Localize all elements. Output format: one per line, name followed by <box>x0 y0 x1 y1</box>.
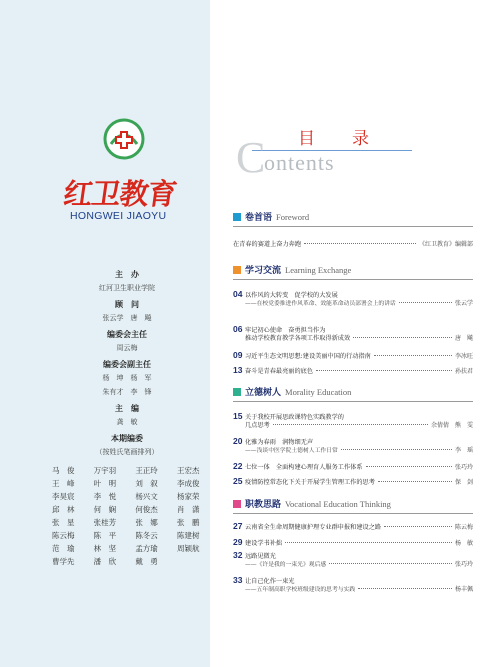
leader-dots <box>378 481 452 482</box>
section-header <box>233 263 473 276</box>
roster-name: 潘 欣 <box>93 557 117 566</box>
contents-title-cn: 目 录 <box>298 129 379 149</box>
entry-author: 杨丰佩 <box>454 586 473 593</box>
roster-name: 李 悦 <box>93 492 117 501</box>
entry-line <box>233 240 473 250</box>
section-marker-icon <box>233 500 241 508</box>
entry-author: 张巧玲 <box>454 561 473 568</box>
toc-entry[interactable] <box>233 461 473 471</box>
entry-author: 唐 飚 <box>454 335 473 342</box>
staff-names: 红河卫生职业学院 <box>99 284 155 292</box>
roster-name: 林 坚 <box>93 544 117 553</box>
editorial-staff <box>72 264 182 458</box>
section-title-cn: 学习交流 <box>245 266 282 276</box>
staff-names: 龚 敏 <box>116 418 138 426</box>
brand-subtitle: HONGWEI JIAOYU <box>70 210 167 222</box>
roster-name: 范 瑜 <box>52 544 75 553</box>
entry-title-continued: 推动学校教育教学各项工作取得新成效 <box>245 335 351 342</box>
entry-title: 七位一体 全面构建心理育人服务工作体系 <box>245 464 363 471</box>
toc-entry[interactable] <box>233 550 473 570</box>
section-marker-icon <box>233 388 241 396</box>
entry-line <box>233 365 473 375</box>
entry-author: 张巧玲 <box>454 464 473 471</box>
leader-dots <box>399 302 452 303</box>
page-number: 27 <box>233 521 243 531</box>
roster-name <box>177 555 202 568</box>
roster-name: 刘 叙 <box>135 479 158 488</box>
entry-title-continued-line <box>233 421 473 431</box>
roster-name: 王 峰 <box>52 479 75 488</box>
roster-name: 陈冬云 <box>135 531 158 540</box>
entry-title-continued: 几点思考 <box>245 422 270 429</box>
section-rule <box>233 279 473 280</box>
leader-dots <box>329 563 452 564</box>
toc-entry[interactable] <box>233 350 473 360</box>
roster-name: 戴 勇 <box>135 557 158 566</box>
section-title-cn: 职教思路 <box>245 500 282 510</box>
leader-dots <box>366 466 452 467</box>
toc-entry[interactable] <box>233 324 473 344</box>
roster-name: 李成俊 <box>176 479 200 488</box>
entry-title: 关于我校开展思政课特色实践教学的 <box>245 414 344 421</box>
section-header <box>233 497 473 510</box>
roster-name: 张桂芳 <box>93 518 117 527</box>
entry-title: 化雅为春雨 润物细无声 <box>245 439 314 446</box>
roster-name: 陈 平 <box>93 531 117 540</box>
staff-role: 顾 问 <box>115 300 139 309</box>
roster-name: 陈建树 <box>176 531 200 540</box>
entry-line <box>233 289 473 299</box>
entry-subtitle: ——在校党委推进作风革命、效能革命动员部署会上的讲话 <box>245 301 396 307</box>
section-marker-icon <box>233 213 241 221</box>
leader-dots <box>384 526 452 527</box>
leader-dots <box>316 370 452 371</box>
entry-author: 孙扶君 <box>454 368 473 375</box>
entry-author: 陈云梅 <box>454 524 473 531</box>
roster-row <box>52 490 202 503</box>
entry-author: 余倩倩 熊 雯 <box>430 422 473 429</box>
toc-entry[interactable] <box>233 476 473 486</box>
roster-name: 何俊杰 <box>135 505 158 514</box>
entry-title: 疫情防控常态化下关于开展学生管理工作的思考 <box>245 479 375 486</box>
entry-line <box>233 521 473 531</box>
entry-line <box>233 350 473 360</box>
staff-names: （按姓氏笔画排列） <box>95 448 159 456</box>
toc-section <box>233 210 473 227</box>
toc-section <box>233 497 473 514</box>
entry-line <box>233 537 473 547</box>
entry-line <box>233 575 473 585</box>
staff-role: 编委会主任 <box>107 330 147 339</box>
roster-name: 邱 林 <box>52 505 75 514</box>
entry-subtitle-line <box>233 299 473 309</box>
toc-entry[interactable] <box>233 537 473 547</box>
entry-subtitle-line <box>233 560 473 570</box>
page-number: 25 <box>233 476 243 486</box>
entry-author: 保 剑 <box>454 479 473 486</box>
toc-section <box>233 263 473 280</box>
entry-line <box>233 476 473 486</box>
leader-dots <box>285 542 452 543</box>
page-number: 22 <box>233 461 243 471</box>
page-number: 06 <box>233 324 243 334</box>
entry-title: 让自己化作一束光 <box>245 578 295 585</box>
roster-name: 曹学先 <box>52 557 75 566</box>
contents-title-initial: C <box>236 133 266 182</box>
roster-name: 杨兴文 <box>135 492 158 501</box>
section-title-en: Vocational Education Thinking <box>285 498 391 509</box>
section-header <box>233 210 473 223</box>
staff-role: 主 办 <box>115 270 139 279</box>
editorial-board-roster <box>52 464 202 568</box>
brand-title: 红卫教育 <box>61 177 179 211</box>
roster-row <box>52 555 202 568</box>
leader-dots <box>353 337 452 338</box>
roster-name: 何 娴 <box>93 505 117 514</box>
page-number: 13 <box>233 365 243 375</box>
toc-entry[interactable] <box>233 365 473 375</box>
entry-line <box>233 550 473 560</box>
entry-subtitle-line <box>233 446 473 456</box>
leader-dots <box>374 355 452 356</box>
entry-title: 在青春的赛道上奋力奔跑 <box>233 241 302 248</box>
contents-title-en: ontents <box>264 150 335 175</box>
leader-dots <box>341 449 452 450</box>
entry-author: 《红卫教育》编辑部 <box>418 241 473 248</box>
staff-names: 朱有才 李 锋 <box>102 388 152 396</box>
staff-role: 编委会副主任 <box>103 360 151 369</box>
entry-author: 李冰旺 <box>454 353 473 360</box>
section-rule <box>233 401 473 402</box>
roster-row <box>52 542 202 555</box>
section-title-cn: 卷首语 <box>245 213 273 223</box>
entry-author: 杨 敏 <box>454 540 473 547</box>
toc-entry[interactable] <box>233 521 473 531</box>
leader-dots <box>273 424 428 425</box>
roster-row <box>52 503 202 516</box>
roster-name: 周颖航 <box>176 544 200 553</box>
roster-name: 张 娜 <box>135 518 158 527</box>
roster-name: 王宏杰 <box>176 466 200 475</box>
roster-row <box>52 529 202 542</box>
page-number: 32 <box>233 550 243 560</box>
toc-entry[interactable] <box>233 436 473 456</box>
roster-name: 李昊宸 <box>52 492 75 501</box>
roster-row <box>52 516 202 529</box>
staff-names: 杨 坤 杨 军 <box>102 374 152 382</box>
entry-title: 远路见微光 <box>245 553 276 560</box>
entry-subtitle: ——浅谈中医学院土德树人工作日常 <box>245 448 338 454</box>
entry-subtitle-line <box>233 585 473 595</box>
roster-name: 陈云梅 <box>52 531 75 540</box>
entry-line <box>233 411 473 421</box>
page-number: 04 <box>233 289 243 299</box>
roster-row <box>52 464 202 477</box>
toc-entry[interactable] <box>233 575 473 595</box>
page-number: 15 <box>233 411 243 421</box>
roster-name: 杨家荣 <box>176 492 200 501</box>
section-rule <box>233 513 473 514</box>
entry-author: 李 瑶 <box>454 447 473 454</box>
toc-entry[interactable] <box>233 289 473 309</box>
roster-row <box>52 477 202 490</box>
page-number: 20 <box>233 436 243 446</box>
toc-section <box>233 385 473 402</box>
entry-title: 习近平生态文明思想:建设美丽中国的行动指南 <box>245 353 371 360</box>
roster-name: 肖 潇 <box>176 505 200 514</box>
entry-title-continued-line <box>233 334 473 344</box>
section-title-cn: 立德树人 <box>245 388 282 398</box>
leader-dots <box>304 243 416 244</box>
entry-author: 张云学 <box>454 300 473 307</box>
section-rule <box>233 226 473 227</box>
roster-name: 孟方瑜 <box>135 544 158 553</box>
section-header <box>233 385 473 398</box>
entry-subtitle: ——《许是我的一束光》观后感 <box>245 562 327 568</box>
toc-entry[interactable] <box>233 240 473 250</box>
leader-dots <box>358 588 452 589</box>
entry-title: 奋斗是青春最亮丽的底色 <box>245 368 314 375</box>
staff-names: 周云梅 <box>116 344 138 352</box>
staff-role: 主 编 <box>115 404 139 413</box>
section-title-en: Learning Exchange <box>285 264 352 275</box>
staff-role: 本期编委 <box>111 434 143 443</box>
entry-title: 以作风的大转变 促学校的大发展 <box>245 292 338 299</box>
page-number: 33 <box>233 575 243 585</box>
roster-name: 万宇羽 <box>93 466 117 475</box>
page-number: 29 <box>233 537 243 547</box>
section-title-en: Foreword <box>276 211 310 222</box>
toc-entry[interactable] <box>233 411 473 431</box>
page-number: 09 <box>233 350 243 360</box>
entry-title: 云南省全生命周期健康护理专业群申报和建设之路 <box>245 524 382 531</box>
roster-name: 马 俊 <box>52 466 75 475</box>
entry-line <box>233 436 473 446</box>
section-marker-icon <box>233 266 241 274</box>
entry-line <box>233 461 473 471</box>
section-title-en: Morality Education <box>285 386 352 397</box>
entry-subtitle: ——五年制高职学校班级建设的思考与实践 <box>245 587 356 593</box>
staff-names: 张云学 唐 飚 <box>102 314 152 322</box>
entry-title: 牢记初心使命 奋勇担当作为 <box>245 327 326 334</box>
school-logo <box>103 118 145 160</box>
roster-name: 张 鹏 <box>176 518 200 527</box>
roster-name: 张 星 <box>52 518 75 527</box>
roster-name: 王正玲 <box>135 466 158 475</box>
entry-title: 建设学书补拙 <box>245 540 283 547</box>
entry-line <box>233 324 473 334</box>
roster-name: 叶 明 <box>93 479 117 488</box>
